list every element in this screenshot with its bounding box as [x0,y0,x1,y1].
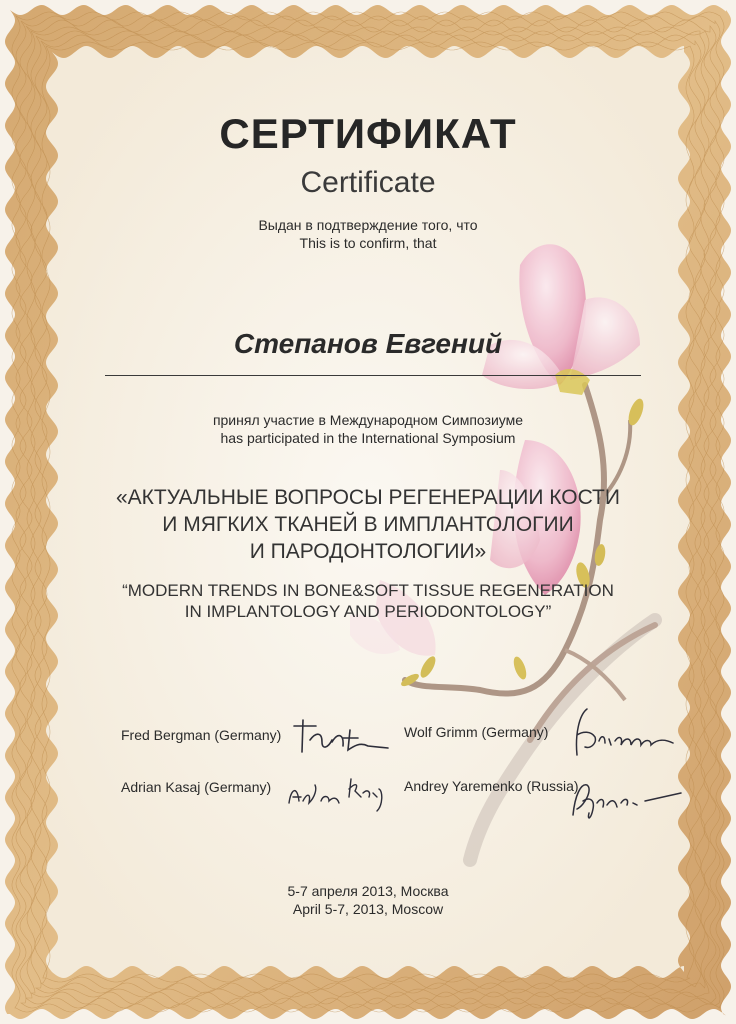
issued-text-ru: Выдан в подтверждение того, что [258,217,478,233]
participation-text-ru: принял участие в Международном Симпозиуме [212,412,524,428]
issued-text-en: This is to confirm, that [299,235,437,251]
signature-grimm-icon [565,705,680,760]
symposium-title-en-line: IN IMPLANTOLOGY AND PERIODONTOLOGY” [184,602,552,621]
event-date-en: April 5-7, 2013, Moscow [292,901,444,917]
signature-bergman-icon [288,712,398,762]
symposium-title-en-line: “MODERN TRENDS IN BONE&SOFT TISSUE REGENERATION [122,581,614,600]
participation-text-en: has participated in the International Symposium [220,430,516,446]
symposium-title-ru-line: «АКТУАЛЬНЫЕ ВОПРОСЫ РЕГЕНЕРАЦИИ КОСТИ [116,486,620,509]
signatory-name: Adrian Kasaj (Germany) [121,779,272,795]
event-date-ru: 5-7 апреля 2013, Москва [287,883,449,899]
signatory-name: Wolf Grimm (Germany) [404,724,549,740]
certificate-title-en: Certificate [300,166,436,199]
signature-yaremenko-icon [565,775,685,825]
symposium-title-ru-line: И МЯГКИХ ТКАНЕЙ В ИМПЛАНТОЛОГИИ [162,513,574,536]
name-underline [105,375,641,376]
signatory-name: Fred Bergman (Germany) [121,727,282,743]
certificate-title-ru: СЕРТИФИКАТ [219,110,517,157]
symposium-title-ru-line: И ПАРОДОНТОЛОГИИ» [249,540,487,563]
recipient-name: Степанов Евгений [233,328,503,359]
signature-kasaj-icon [285,775,395,815]
signatory-name: Andrey Yaremenko (Russia) [404,778,579,794]
